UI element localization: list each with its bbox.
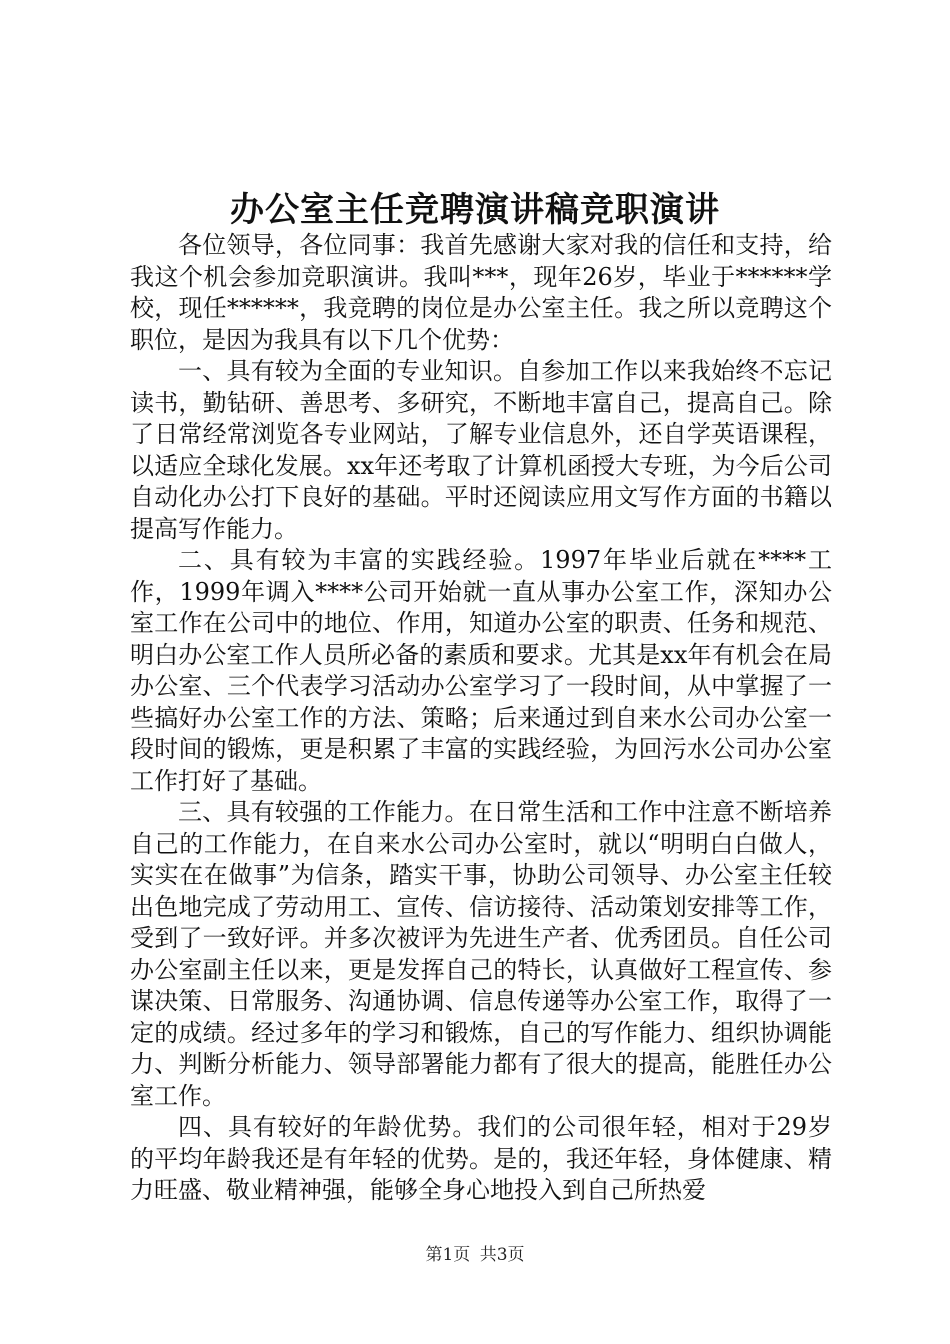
page-footer xyxy=(0,1243,950,1267)
page-number: 第1页 xyxy=(425,1245,471,1265)
paragraph-intro: 各位领导，各位同事：我首先感谢大家对我的信任和支持，给我这个机会参加竞职演讲。我叫***，现年26岁，毕业于******学校，现任******，我竞聘的岗位是办公室主任。我之所以竞聘这个职位，是因为我具有以下几个优势： xyxy=(130,231,832,354)
document-body xyxy=(130,230,832,1207)
paragraph-point-four: 四、具有较好的年龄优势。我们的公司很年轻，相对于29岁的平均年龄我还是有年轻的优势。是的，我还年轻，身体健康、精力旺盛、敬业精神强，能够全身心地投入到自己所热爱 xyxy=(130,1113,832,1204)
paragraph-point-one: 一、具有较为全面的专业知识。自参加工作以来我始终不忘记读书，勤钻研、善思考、多研究，不断地丰富自己，提高自己。除了日常经常浏览各专业网站，了解专业信息外，还自学英语课程，以适应全球化发展。xx年还考取了计算机函授大专班，为今后公司自动化办公打下良好的基础。平时还阅读应用文写作方面的书籍以提高写作能力。 xyxy=(130,357,832,543)
document-title: 办公室主任竞聘演讲稿竞职演讲 xyxy=(230,190,720,230)
paragraph-point-three: 三、具有较强的工作能力。在日常生活和工作中注意不断培养自己的工作能力，在自来水公司办公室时，就以“明明白白做人，实实在在做事”为信条，踏实干事，协助公司领导、办公室主任较出色地完成了劳动用工、宣传、信访接待、活动策划安排等工作，受到了一致好评。并多次被评为先进生产者、优秀团员。自任公司办公室副主任以来，更是发挥自己的特长，认真做好工程宣传、参谋决策、日常服务、沟通协调、信息传递等办公室工作，取得了一定的成绩。经过多年的学习和锻炼，自己的写作能力、组织协调能力、判断分析能力、领导部署能力都有了很大的提高，能胜任办公室工作。 xyxy=(130,798,832,1110)
page-total: 共3页 xyxy=(479,1245,525,1265)
paragraph-point-two: 二、具有较为丰富的实践经验。1997年毕业后就在****工作，1999年调入****公司开始就一直从事办公室工作，深知办公室工作在公司中的地位、作用，知道办公室的职责、任务和规范、明白办公室工作人员所必备的素质和要求。尤其是xx年有机会在局办公室、三个代表学习活动办公室学习了一段时间，从中掌握了一些搞好办公室工作的方法、策略；后来通过到自来水公司办公室一段时间的锻炼，更是积累了丰富的实践经验，为回污水公司办公室工作打好了基础。 xyxy=(130,546,832,795)
